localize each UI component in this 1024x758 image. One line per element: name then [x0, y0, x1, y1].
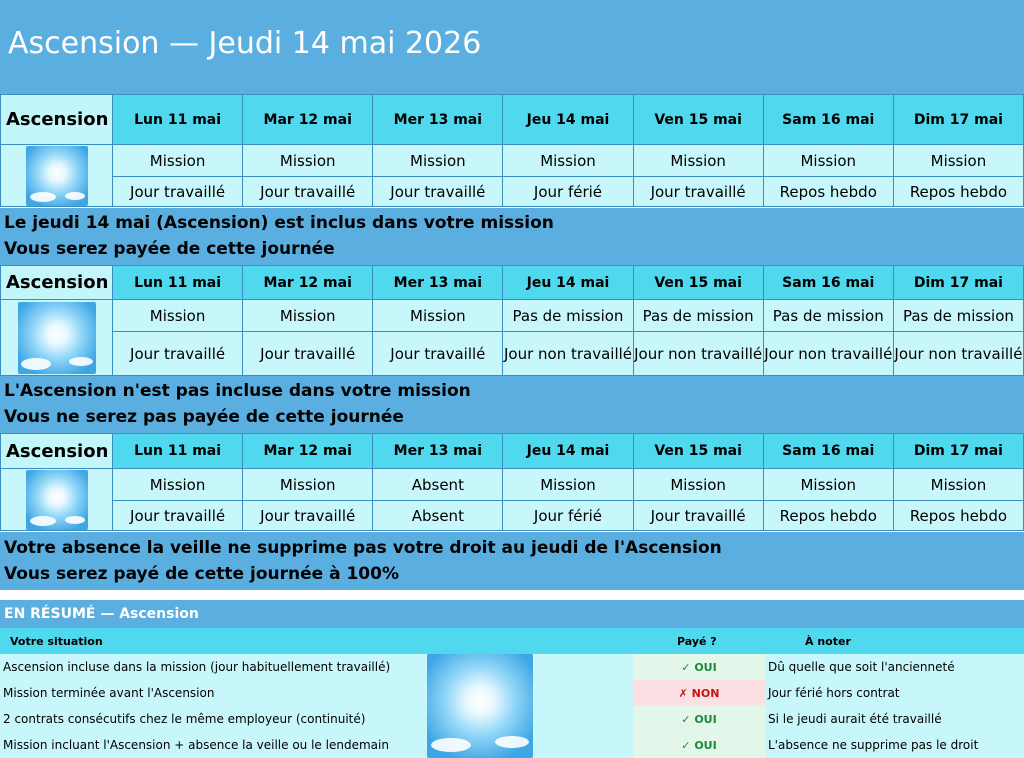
cell: Mission — [243, 300, 373, 332]
cell: Jour travaillé — [373, 177, 503, 207]
day-header: Ven 15 mai — [633, 95, 763, 145]
scenario-message-3 — [0, 532, 1024, 590]
cell: Jour travaillé — [243, 177, 373, 207]
cell: Mission — [633, 469, 763, 501]
cell: Mission — [893, 469, 1023, 501]
message-line: Vous serez payée de cette journée — [4, 239, 335, 259]
situation: 2 contrats consécutifs chez le même employeur (continuité) — [0, 706, 425, 732]
cell: Jour travaillé — [113, 177, 243, 207]
cell: Jour travaillé — [113, 332, 243, 376]
note: L'absence ne supprime pas le droit — [765, 732, 1024, 758]
spacer — [535, 732, 633, 758]
day-header: Dim 17 mai — [893, 266, 1023, 300]
cell: Mission — [763, 145, 893, 177]
schedule-table-3 — [0, 433, 1024, 531]
day-header: Mar 12 mai — [243, 266, 373, 300]
sky-sun-image — [18, 302, 96, 374]
day-header: Mar 12 mai — [243, 434, 373, 469]
col-situation: Votre situation — [0, 628, 425, 654]
cell: Pas de mission — [633, 300, 763, 332]
message-line: Vous serez payé de cette journée à 100% — [4, 564, 399, 584]
cell: Repos hebdo — [763, 501, 893, 531]
message-line: Vous ne serez pas payée de cette journée — [4, 407, 404, 427]
page-title: Ascension — Jeudi 14 mai 2026 — [8, 26, 482, 61]
paid-badge: ✗ NON — [633, 680, 765, 706]
day-header: Lun 11 mai — [113, 95, 243, 145]
cell: Mission — [763, 469, 893, 501]
cell: Jour non travaillé — [503, 332, 633, 376]
cell: Pas de mission — [763, 300, 893, 332]
day-header: Lun 11 mai — [113, 266, 243, 300]
situation: Ascension incluse dans la mission (jour habituellement travaillé) — [0, 654, 425, 680]
scenario-message-1 — [0, 208, 1024, 265]
day-header: Lun 11 mai — [113, 434, 243, 469]
message-line: Votre absence la veille ne supprime pas votre droit au jeudi de l'Ascension — [4, 538, 722, 558]
cell: Mission — [113, 300, 243, 332]
summary-heading: EN RÉSUMÉ — Ascension — [4, 606, 199, 622]
cell: Jour non travaillé — [893, 332, 1023, 376]
day-header: Sam 16 mai — [763, 434, 893, 469]
day-status-row — [1, 177, 1024, 207]
message-line: L'Ascension n'est pas incluse dans votre mission — [4, 381, 471, 401]
cell: Mission — [113, 469, 243, 501]
day-header: Sam 16 mai — [763, 266, 893, 300]
paid-badge: ✓ OUI — [633, 732, 765, 758]
cell: Repos hebdo — [893, 501, 1023, 531]
note: Jour férié hors contrat — [765, 680, 1024, 706]
cell: Mission — [373, 300, 503, 332]
day-header: Mer 13 mai — [373, 434, 503, 469]
cell: Mission — [503, 145, 633, 177]
situation: Mission incluant l'Ascension + absence la veille ou le lendemain — [0, 732, 425, 758]
spacer — [535, 706, 633, 732]
day-header: Dim 17 mai — [893, 95, 1023, 145]
cell: Mission — [243, 469, 373, 501]
cell: Jour travaillé — [113, 501, 243, 531]
cell: Mission — [243, 145, 373, 177]
paid-badge: ✓ OUI — [633, 706, 765, 732]
cell: Pas de mission — [503, 300, 633, 332]
cell: Repos hebdo — [893, 177, 1023, 207]
cell: Mission — [113, 145, 243, 177]
col-paid: Payé ? — [633, 628, 765, 654]
cell: Jour non travaillé — [633, 332, 763, 376]
day-header: Sam 16 mai — [763, 95, 893, 145]
schedule-header-row — [1, 95, 1024, 145]
cell: Jour férié — [503, 177, 633, 207]
cell: Mission — [893, 145, 1023, 177]
cell: Mission — [373, 145, 503, 177]
schedule-label: Ascension — [1, 434, 113, 469]
situation: Mission terminée avant l'Ascension — [0, 680, 425, 706]
sky-image-cell — [1, 145, 113, 207]
schedule-header-row — [1, 266, 1024, 300]
scenario-message-2 — [0, 376, 1024, 433]
day-header: Ven 15 mai — [633, 266, 763, 300]
cell: Absent — [373, 501, 503, 531]
cell: Jour travaillé — [243, 332, 373, 376]
cell: Repos hebdo — [763, 177, 893, 207]
message-line: Le jeudi 14 mai (Ascension) est inclus dans votre mission — [4, 213, 554, 233]
summary-row — [0, 654, 1024, 680]
cell: Absent — [373, 469, 503, 501]
cell: Jour travaillé — [373, 332, 503, 376]
schedule-table-2 — [0, 265, 1024, 376]
day-header: Mer 13 mai — [373, 95, 503, 145]
sky-sun-image — [427, 654, 533, 758]
summary-heading-bar — [0, 600, 1024, 628]
note: Si le jeudi aurait été travaillé — [765, 706, 1024, 732]
cell: Jour travaillé — [633, 501, 763, 531]
sky-image-cell — [1, 469, 113, 531]
mission-row — [1, 300, 1024, 332]
day-header: Jeu 14 mai — [503, 266, 633, 300]
title-bar — [0, 0, 1024, 94]
cell: Jour non travaillé — [763, 332, 893, 376]
sky-sun-image — [26, 146, 88, 206]
summary-image-cell — [425, 654, 535, 758]
cell: Jour travaillé — [633, 177, 763, 207]
day-header: Jeu 14 mai — [503, 434, 633, 469]
day-status-row — [1, 332, 1024, 376]
day-status-row — [1, 501, 1024, 531]
day-header: Mar 12 mai — [243, 95, 373, 145]
cell: Pas de mission — [893, 300, 1023, 332]
summary-header-row — [0, 628, 1024, 654]
schedule-table-1 — [0, 94, 1024, 207]
col-spacer — [425, 628, 535, 654]
cell: Mission — [503, 469, 633, 501]
day-header: Dim 17 mai — [893, 434, 1023, 469]
mission-row — [1, 469, 1024, 501]
schedule-label: Ascension — [1, 266, 113, 300]
day-header: Jeu 14 mai — [503, 95, 633, 145]
schedule-label: Ascension — [1, 95, 113, 145]
cell: Jour travaillé — [243, 501, 373, 531]
mission-row — [1, 145, 1024, 177]
cell: Jour férié — [503, 501, 633, 531]
spacer — [535, 680, 633, 706]
day-header: Mer 13 mai — [373, 266, 503, 300]
schedule-header-row — [1, 434, 1024, 469]
note: Dû quelle que soit l'ancienneté — [765, 654, 1024, 680]
paid-badge: ✓ OUI — [633, 654, 765, 680]
sky-sun-image — [26, 470, 88, 530]
col-spacer — [535, 628, 633, 654]
cell: Mission — [633, 145, 763, 177]
col-note: À noter — [765, 628, 1024, 654]
sky-image-cell — [1, 300, 113, 376]
spacer — [535, 654, 633, 680]
summary-table — [0, 628, 1024, 758]
day-header: Ven 15 mai — [633, 434, 763, 469]
